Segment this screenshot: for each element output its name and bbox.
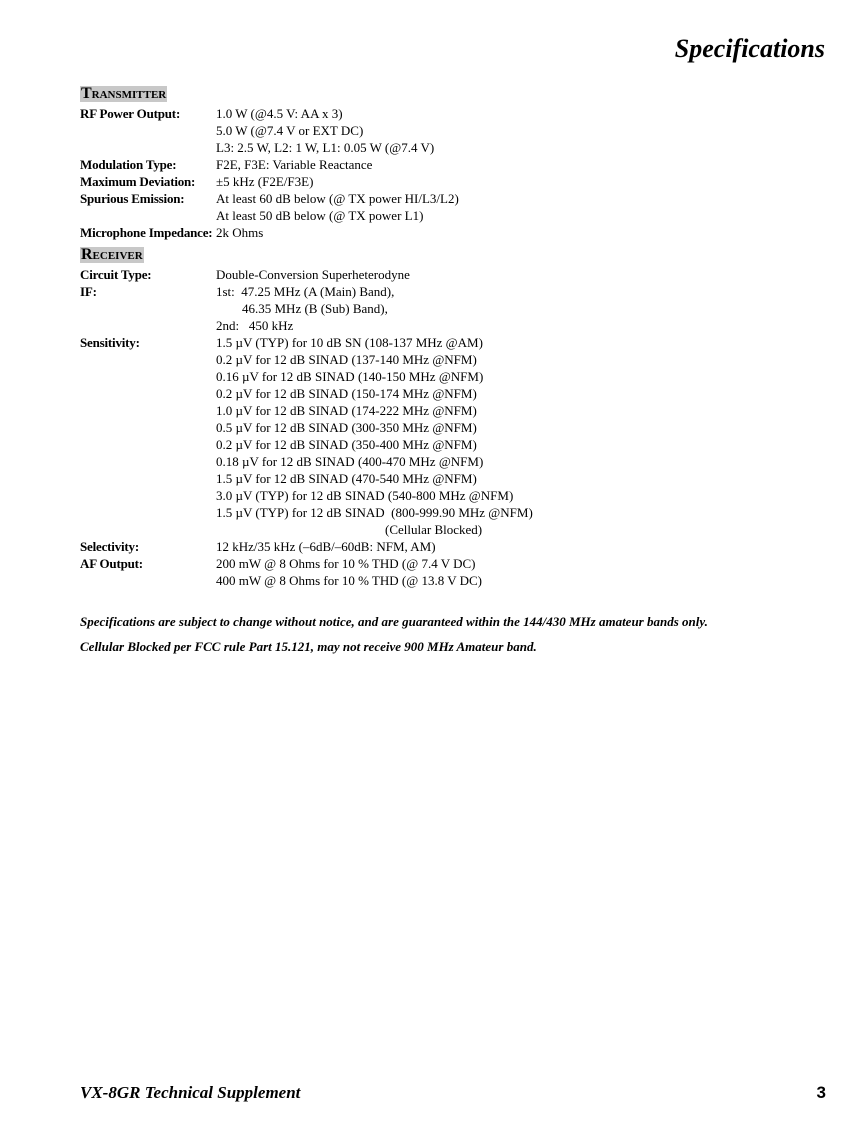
spec-value: 1.5 µV (TYP) for 12 dB SINAD (800-999.90 MHz @NFM) xyxy=(216,505,533,520)
spec-label: Selectivity: xyxy=(80,539,139,554)
spec-label: Sensitivity: xyxy=(80,335,140,350)
receiver-spec-row xyxy=(80,453,800,470)
spec-value: 400 mW @ 8 Ohms for 10 % THD (@ 13.8 V DC) xyxy=(216,573,483,588)
spec-value: 46.35 MHz (B (Sub) Band), xyxy=(216,301,388,316)
receiver-spec-row xyxy=(80,572,800,589)
receiver-spec-row xyxy=(80,334,800,351)
receiver-spec-row xyxy=(80,470,800,487)
page-number: 3 xyxy=(816,1083,826,1102)
spec-label: Circuit Type: xyxy=(80,267,152,282)
receiver-spec-row xyxy=(80,538,800,555)
receiver-spec-row xyxy=(80,402,800,419)
receiver-spec-row xyxy=(80,351,800,368)
spec-value: 1st: 47.25 MHz (A (Main) Band), xyxy=(216,284,395,299)
spec-value: 1.5 µV for 12 dB SINAD (470-540 MHz @NFM) xyxy=(216,471,477,486)
spec-label: AF Output: xyxy=(80,556,143,571)
specifications-notice: Specifications are subject to change without notice, and are guaranteed within the 144/430 MHz amateur bands only. xyxy=(80,614,708,629)
receiver-spec-row xyxy=(80,266,800,283)
spec-value: 1.5 µV (TYP) for 10 dB SN (108-137 MHz @AM) xyxy=(216,335,483,350)
receiver-spec-row xyxy=(80,283,800,300)
spec-value: L3: 2.5 W, L2: 1 W, L1: 0.05 W (@7.4 V) xyxy=(216,140,435,155)
spec-value: 2k Ohms xyxy=(216,225,264,240)
spec-value: 0.5 µV for 12 dB SINAD (300-350 MHz @NFM) xyxy=(216,420,477,435)
spec-value: 1.0 µV for 12 dB SINAD (174-222 MHz @NFM) xyxy=(216,403,477,418)
spec-value: 0.2 µV for 12 dB SINAD (150-174 MHz @NFM) xyxy=(216,386,477,401)
spec-value: 0.16 µV for 12 dB SINAD (140-150 MHz @NFM) xyxy=(216,369,484,384)
receiver-spec-row xyxy=(80,436,800,453)
receiver-spec-row xyxy=(80,368,800,385)
spec-value: (Cellular Blocked) xyxy=(385,522,483,537)
cellular-blocked-notice: Cellular Blocked per FCC rule Part 15.121, may not receive 900 MHz Amateur band. xyxy=(80,639,537,654)
transmitter-spec-row xyxy=(80,190,800,207)
spec-value: 200 mW @ 8 Ohms for 10 % THD (@ 7.4 V DC) xyxy=(216,556,476,571)
spec-value: At least 50 dB below (@ TX power L1) xyxy=(216,208,424,223)
spec-label: RF Power Output: xyxy=(80,106,181,121)
spec-value: F2E, F3E: Variable Reactance xyxy=(216,157,373,172)
transmitter-spec-list xyxy=(80,105,800,241)
spec-value: 1.0 W (@4.5 V: AA x 3) xyxy=(216,106,343,121)
receiver-heading: Receiver xyxy=(81,246,143,263)
transmitter-spec-row xyxy=(80,207,800,224)
footer-title: VX-8GR Technical Supplement xyxy=(80,1083,301,1102)
receiver-spec-row xyxy=(80,419,800,436)
receiver-spec-row xyxy=(80,504,800,521)
transmitter-spec-row xyxy=(80,139,800,156)
receiver-spec-row xyxy=(80,487,800,504)
page-title: Specifications xyxy=(674,34,825,63)
spec-value: 0.18 µV for 12 dB SINAD (400-470 MHz @NFM) xyxy=(216,454,484,469)
transmitter-spec-row xyxy=(80,224,800,241)
spec-value: 0.2 µV for 12 dB SINAD (350-400 MHz @NFM) xyxy=(216,437,477,452)
transmitter-spec-row xyxy=(80,122,800,139)
receiver-spec-list xyxy=(80,266,800,589)
spec-value: Double-Conversion Superheterodyne xyxy=(216,267,410,282)
receiver-spec-row xyxy=(80,385,800,402)
spec-value: 12 kHz/35 kHz (–6dB/–60dB: NFM, AM) xyxy=(216,539,436,554)
transmitter-spec-row xyxy=(80,156,800,173)
spec-value: 0.2 µV for 12 dB SINAD (137-140 MHz @NFM) xyxy=(216,352,477,367)
spec-value: 2nd: 450 kHz xyxy=(216,318,294,333)
spec-value: At least 60 dB below (@ TX power HI/L3/L2) xyxy=(216,191,459,206)
spec-label: Modulation Type: xyxy=(80,157,177,172)
spec-label: Microphone Impedance: xyxy=(80,225,213,240)
spec-value: 3.0 µV (TYP) for 12 dB SINAD (540-800 MHz @NFM) xyxy=(216,488,514,503)
transmitter-heading: Transmitter xyxy=(81,85,167,102)
spec-value: 5.0 W (@7.4 V or EXT DC) xyxy=(216,123,364,138)
transmitter-spec-row xyxy=(80,105,800,122)
transmitter-spec-row xyxy=(80,173,800,190)
receiver-spec-row xyxy=(80,317,800,334)
spec-label: Spurious Emission: xyxy=(80,191,185,206)
spec-label: Maximum Deviation: xyxy=(80,174,196,189)
spec-value: ±5 kHz (F2E/F3E) xyxy=(216,174,314,189)
receiver-spec-row xyxy=(80,300,800,317)
receiver-spec-row xyxy=(80,521,800,538)
receiver-spec-row xyxy=(80,555,800,572)
spec-label: IF: xyxy=(80,284,97,299)
